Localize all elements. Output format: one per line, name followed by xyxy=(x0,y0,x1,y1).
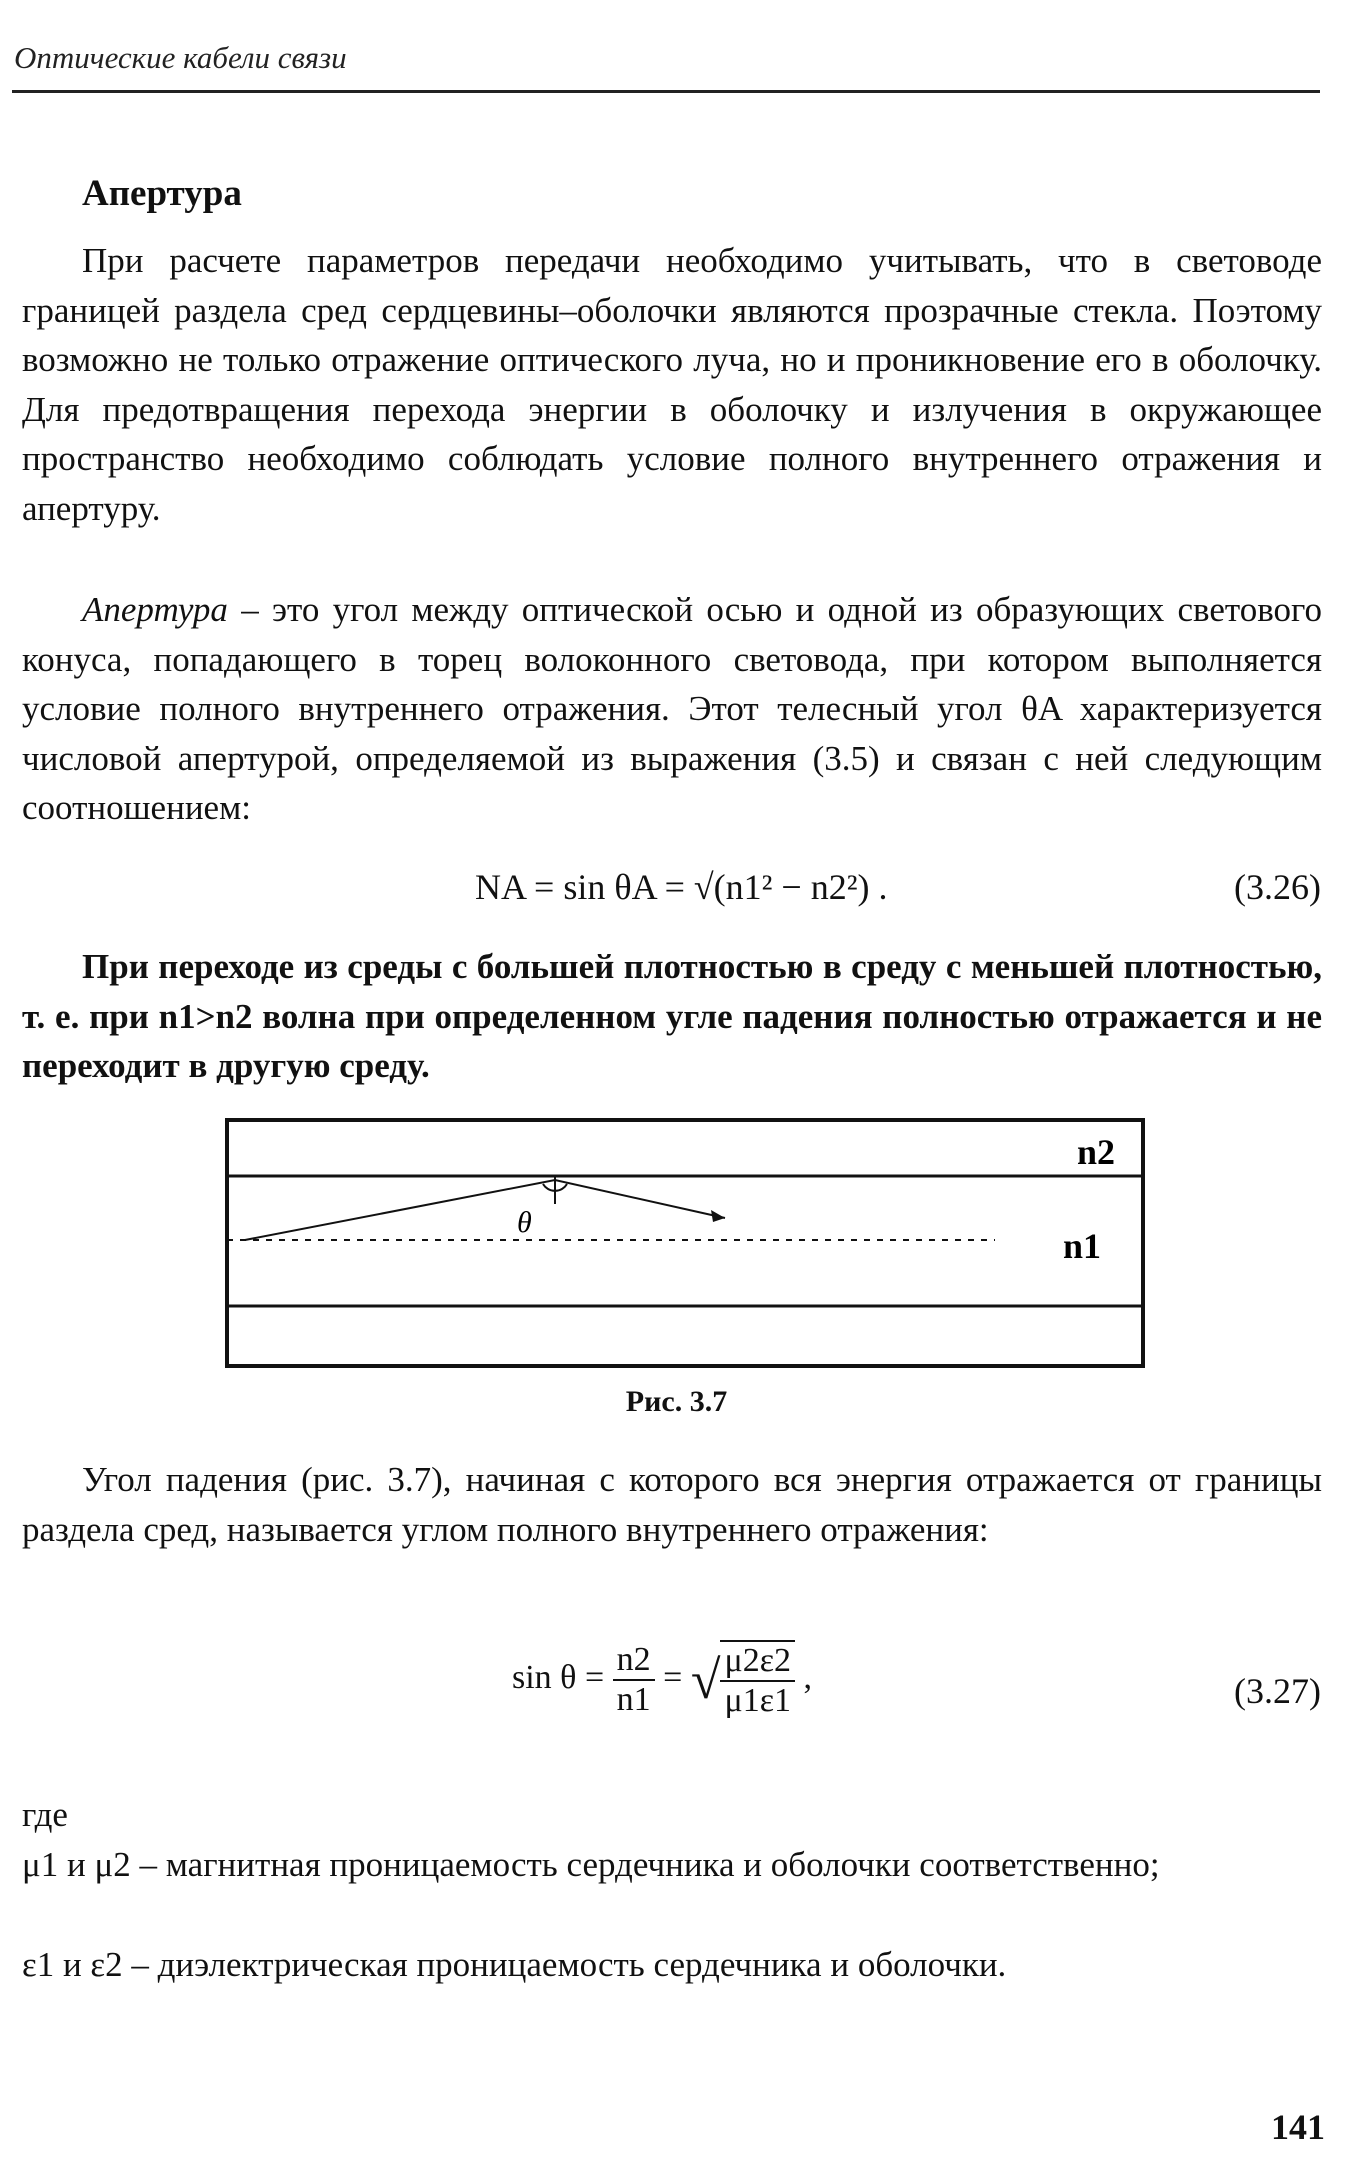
mu-definition: μ1 и μ2 – магнитная проницаемость сердечника и оболочки соответственно; xyxy=(22,1845,1160,1884)
equation-number-3-27: (3.27) xyxy=(1234,1671,1321,1711)
eq327-equals: = xyxy=(663,1658,683,1696)
equation-3-27 xyxy=(512,1640,812,1720)
equation-number-3-26: (3.26) xyxy=(1234,867,1321,907)
running-head: Оптические кабели связи xyxy=(14,40,347,75)
page-number: 141 xyxy=(1271,2107,1325,2147)
eq327-tail: , xyxy=(803,1658,812,1696)
permittivity-ratio-den: μ1ε1 xyxy=(724,1682,791,1719)
section-title: Апертура xyxy=(82,173,242,214)
paragraph-aperture-definition xyxy=(22,585,1322,833)
sqrt-sign: √ xyxy=(690,1650,721,1710)
fiber-outline xyxy=(227,1120,1143,1366)
eq327-lhs: sin θ = xyxy=(512,1658,605,1696)
paragraph-total-reflection: При переходе из среды с большей плотностью в среду с меньшей плотностью, т. е. при n1>n2 волна при определенном угле падения полностью отражается и не переходит в другую среду. xyxy=(22,947,1322,1085)
theta-label: θ xyxy=(517,1206,532,1239)
permittivity-ratio xyxy=(720,1640,795,1720)
paragraph-critical-angle: Угол падения (рис. 3.7), начиная с которого вся энергия отражается от границы раздела сред, называется углом полного внутреннего отражения: xyxy=(22,1460,1322,1549)
fiber-reflection-figure xyxy=(225,1118,1145,1368)
index-ratio-den: n1 xyxy=(616,1681,651,1718)
index-ratio xyxy=(613,1641,655,1719)
header-rule xyxy=(12,90,1320,93)
defined-term: Апертура – xyxy=(82,590,259,629)
ray-arrowhead xyxy=(711,1210,725,1222)
paragraph-intro: При расчете параметров передачи необходимо учитывать, что в световоде границей раздела сред сердцевины–оболочки являются прозрачные стекла. Поэтому возможно не только отражение оптического луча, но и проникновение его в оболочку. Для предотвращения перехода энергии в оболочку и излучения в окружающее пространство необходимо соблюдать условие полного внутреннего отражения и апертуру. xyxy=(22,241,1322,528)
definition-text: это угол между оптической осью и одной из образующих светового конуса, попадающего в торец волоконного световода, при котором выполняется условие полного внутреннего отражения. Этот телесный угол θA характеризуется числовой апертурой, определяемой из выражения (3.5) и связан с ней следующим соотношением: xyxy=(22,590,1322,827)
figure-caption: Рис. 3.7 xyxy=(625,1385,728,1418)
equation-3-26: NA = sin θA = √(n1² − n2²) . xyxy=(475,867,888,907)
light-ray xyxy=(245,1180,725,1240)
where-label: где xyxy=(22,1795,68,1834)
permittivity-ratio-num: μ2ε2 xyxy=(720,1642,795,1682)
n1-label: n1 xyxy=(1063,1226,1102,1266)
epsilon-definition: ε1 и ε2 – диэлектрическая проницаемость сердечника и оболочки. xyxy=(22,1945,1007,1984)
index-ratio-num: n2 xyxy=(613,1641,655,1681)
n2-label: n2 xyxy=(1077,1132,1116,1172)
